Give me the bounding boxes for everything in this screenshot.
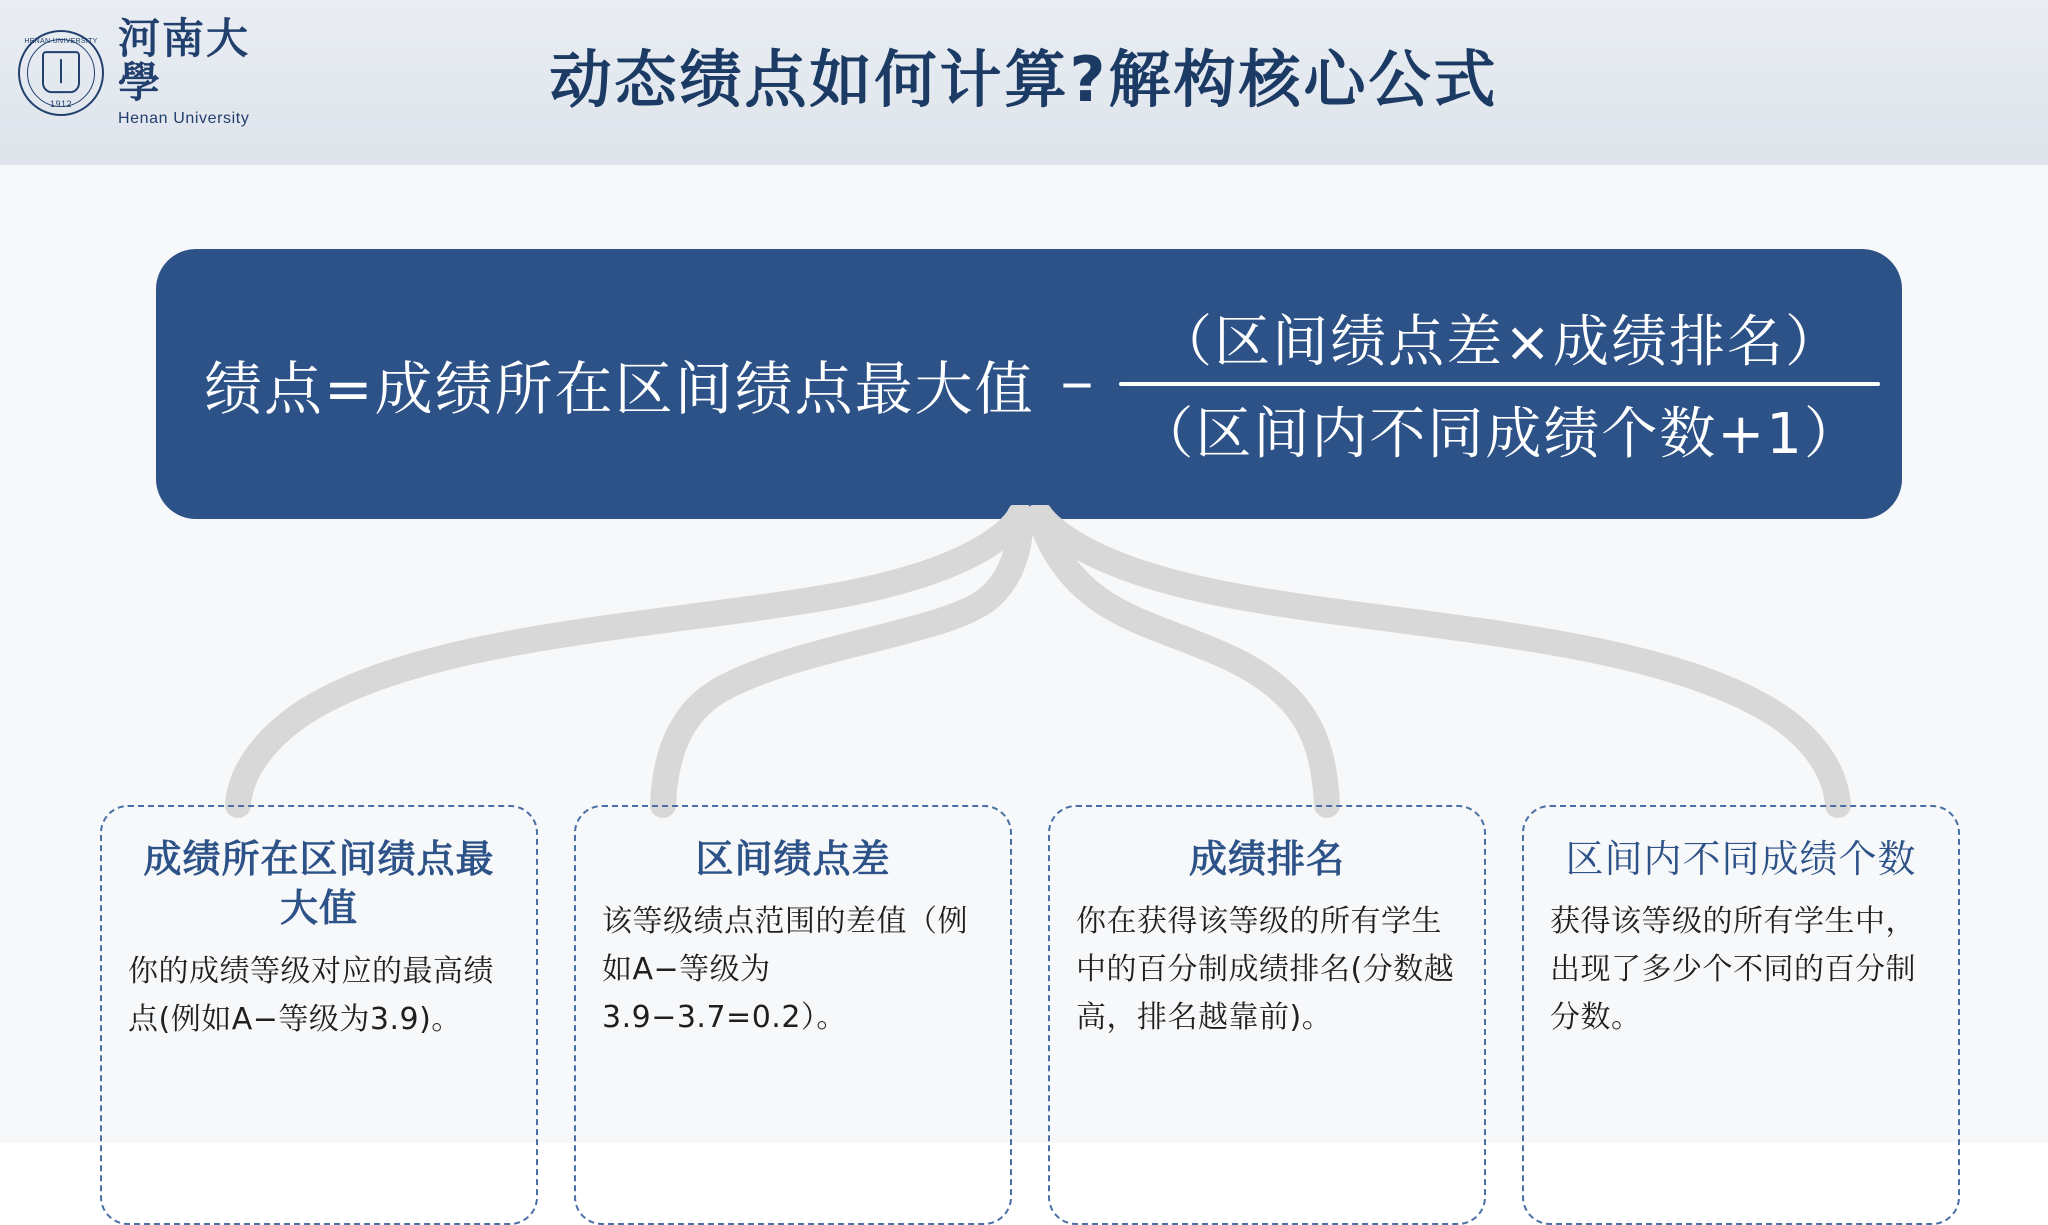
term-card-list [100, 805, 1960, 1225]
term-card-title: 成绩所在区间绩点最大值 [143, 837, 495, 931]
term-card-title: 区间绩点差 [695, 837, 891, 881]
formula-minus-operator: − [1060, 352, 1094, 416]
logo-name-cn: 河南大學 [118, 16, 251, 107]
formula-left-hand-side: 绩点=成绩所在区间绩点最大值 [204, 355, 1035, 423]
formula-banner [156, 249, 1902, 519]
term-card-body: 你在获得该等级的所有学生中的百分制成绩排名(分数越高，排名越靠前)。 [1076, 904, 1455, 1036]
term-card-title: 区间内不同成绩个数 [1565, 837, 1917, 881]
slide-body [0, 165, 2048, 1143]
term-card-gpa-range[interactable] [574, 805, 1012, 1225]
logo-name-en: Henan University [118, 110, 250, 128]
term-card-title: 成绩排名 [1188, 837, 1345, 881]
term-card-body: 该等级绩点范围的差值（例如A−等级为3.9−3.7=0.2）。 [602, 904, 968, 1036]
page-title: 动态绩点如何计算?解构核心公式 [549, 43, 1499, 116]
term-card-score-rank[interactable] [1048, 805, 1486, 1225]
seal-year-text: 1912 [49, 99, 73, 109]
formula-denominator: （区间内不同成绩个数+1） [1137, 402, 1862, 467]
term-card-distinct-count[interactable] [1522, 805, 1960, 1225]
formula-numerator: （区间绩点差×成绩排名） [1156, 310, 1844, 375]
term-card-max-gpa[interactable] [100, 805, 538, 1225]
term-card-body: 你的成绩等级对应的最高绩点(例如A−等级为3.9)。 [128, 953, 494, 1037]
seal-top-text: HENAN UNIVERSITY [24, 38, 98, 45]
connector-ribbon [120, 505, 1940, 825]
page-header [0, 0, 2048, 166]
formula-fraction [1119, 294, 1880, 474]
term-card-body: 获得该等级的所有学生中，出现了多少个不同的百分制分数。 [1550, 904, 1916, 1036]
